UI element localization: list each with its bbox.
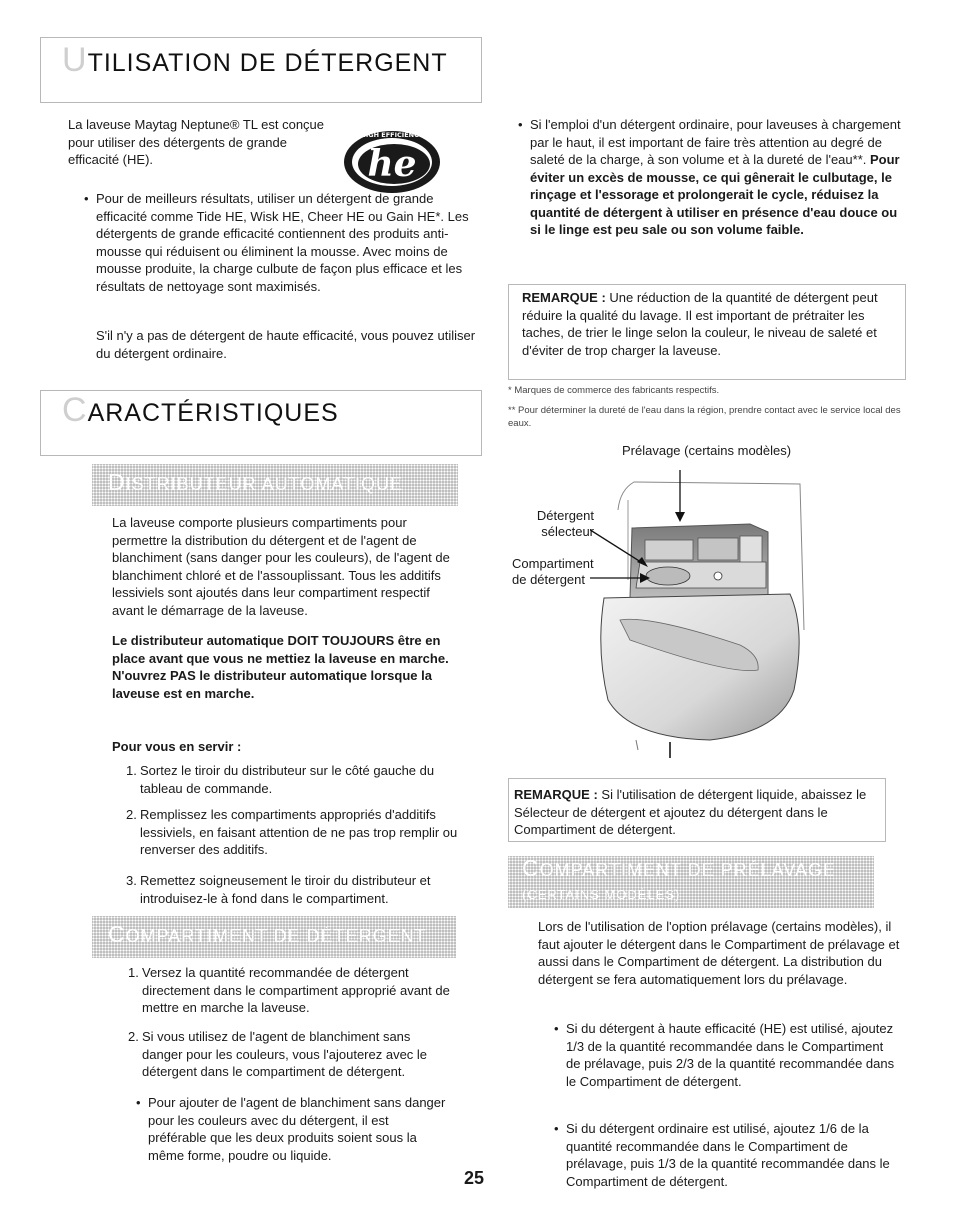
distributeur-para: La laveuse comporte plusieurs compartiments pour permettre la distribution du détergent et de l'agent de blanchiment (sans danger pour les couleurs), de l'agent de blanchiment chloré et de l'assouplissant. Tous les additifs lessiviels sont ajoutés dans leur compartiment respectif avant le démarrage de la laveuse. <box>112 515 450 618</box>
distributeur-heading <box>108 469 403 495</box>
bullet2-plain: Si l'emploi d'un détergent ordinaire, pour laveuses à chargement par le haut, il est important de faire très attention au degré de saleté de la charge, à son volume et à la dureté de l'eau**. <box>530 117 901 167</box>
heading-cap: D <box>108 469 126 495</box>
page-number: 25 <box>464 1168 485 1188</box>
dispenser-illustration <box>590 470 810 760</box>
prelavage-heading <box>522 855 837 881</box>
remarque1-text: Une réduction de la quantité de détergent peut réduire la qualité du lavage. Il est important de prétraiter les taches, de trier le linge selon la couleur, le niveau de saleté et d'éviter de trop charger la laveuse. <box>522 290 878 358</box>
title-drop-cap: U <box>62 41 88 79</box>
prelavage-bullet1: Si du détergent à haute efficacité (HE) est utilisé, ajoutez 1/3 de la quantité recommandée dans le Compartiment de prélavage, puis 2/3 de la quantité recommandée dans le Compartiment de détergent. <box>566 1021 895 1089</box>
heading-cap: C <box>522 855 540 881</box>
step-number: 3. <box>126 873 137 888</box>
selecteur-label-l1: Détergent <box>536 508 594 523</box>
title-drop-cap: C <box>62 391 88 429</box>
footnote2: ** Pour déterminer la dureté de l'eau dans la région, prendre contact avec le service local des eaux. <box>508 405 901 429</box>
compartiment-label <box>512 556 594 588</box>
step-number: 2. <box>128 1029 139 1044</box>
distributeur-step-2: Remplissez les compartiments appropriés d'additifs lessiviels, en faisant attention de ne pas trop remplir ou renverser des additifs. <box>140 807 458 857</box>
distributeur-step-3: Remettez soigneusement le tiroir du distributeur et introduisez-le à fond dans le compartiment. <box>140 873 431 906</box>
prelavage-heading-sub: (CERTAINS MODÈLES) <box>522 887 681 902</box>
prelavage-figure-label: Prélavage (certains modèles) <box>622 443 792 458</box>
utilisation-bullet2 <box>530 116 906 239</box>
heading-rest: OMPARTIMENT DE DÉTERGENT <box>125 926 427 946</box>
remarque2-text: Si l'utilisation de détergent liquide, abaissez le Sélecteur de détergent et ajoutez du détergent dans le Compartiment de détergent. <box>514 787 867 837</box>
bullet-marker: • <box>518 117 523 132</box>
utilisation-title <box>62 41 448 79</box>
remarque1-label: REMARQUE : <box>522 290 606 305</box>
remarque2-label: REMARQUE : <box>514 787 598 802</box>
bullet-marker: • <box>554 1021 559 1036</box>
compartiment-step-2: Si vous utilisez de l'agent de blanchiment sans danger pour les couleurs, vous l'ajouterez avec le détergent dans le compartiment de détergent. <box>142 1029 428 1079</box>
step-number: 1. <box>126 763 137 778</box>
he-logo <box>336 126 444 196</box>
compartiment-label-l1: Compartiment <box>512 556 594 571</box>
compartiment-label-l2: de détergent <box>512 572 586 587</box>
utilisation-para2: S'il n'y a pas de détergent de haute efficacité, vous pouvez utiliser du détergent ordinaire. <box>96 328 476 361</box>
heading-rest: ISTRIBUTEUR AUTOMATIQUE <box>125 474 403 494</box>
step-number: 2. <box>126 807 137 822</box>
compartiment-heading <box>108 921 427 947</box>
caracteristiques-title <box>62 391 339 429</box>
utilisation-bullet1: Pour de meilleurs résultats, utiliser un détergent de grande efficacité comme Tide HE, Wisk HE, Cheer HE ou Gain HE*. Les détergents de grande efficacité contiennent des produits anti-mousse qui réduisent ou éliminent la mousse. Avec moins de mousse produite, la charge culbute de façon plus efficace et les résultats de nettoyage sont maximisés. <box>96 191 469 294</box>
remarque1 <box>522 289 896 359</box>
he-logo-icon <box>336 126 444 196</box>
selecteur-label-l2: sélecteur <box>541 524 594 539</box>
compartiment-step-1: Versez la quantité recommandée de détergent directement dans le compartiment approprié avant de mettre en marche la laveuse. <box>142 965 450 1015</box>
compartiment-bullet: Pour ajouter de l'agent de blanchiment sans danger pour les couleurs avec du détergent, il est préférable que les deux produits soient sous la même forme, poudre ou liquide. <box>148 1095 446 1163</box>
pour-vous-en-servir: Pour vous en servir : <box>112 739 242 754</box>
distributeur-warning: Le distributeur automatique DOIT TOUJOURS être en place avant que vous ne mettiez la laveuse en marche. N'ouvrez PAS le distributeur automatique lorsque la laveuse est en marche. <box>112 633 449 701</box>
footnote1: * Marques de commerce des fabricants respectifs. <box>508 385 720 396</box>
heading-rest: OMPARTIMENT DE PRÉLAVAGE <box>539 860 837 880</box>
prelavage-bullet2: Si du détergent ordinaire est utilisé, ajoutez 1/6 de la quantité recommandée dans le Compartiment de prélavage, puis 1/3 de la quantité recommandée dans le Compartiment de détergent. <box>566 1121 890 1189</box>
utilisation-intro: La laveuse Maytag Neptune® TL est conçue pour utiliser des détergents de grande efficacité (HE). <box>68 117 325 167</box>
heading-cap: C <box>108 921 126 947</box>
bullet-marker: • <box>136 1095 141 1110</box>
title-text: TILISATION DE DÉTERGENT <box>87 49 448 77</box>
he-logo-text: he <box>367 143 417 185</box>
selecteur-label <box>524 508 594 540</box>
distributeur-step-1: Sortez le tiroir du distributeur sur le côté gauche du tableau de commande. <box>140 763 435 796</box>
step-number: 1. <box>128 965 139 980</box>
remarque2 <box>514 786 878 839</box>
he-logo-ring-text: HIGH EFFICIENCY <box>360 131 424 139</box>
title-text: ARACTÉRISTIQUES <box>87 399 339 427</box>
bullet2-bold: Pour éviter un excès de mousse, ce qui gênerait le culbutage, le rinçage et l'essorage et prolongerait le cycle, réduisez la quantité de détergent à utiliser en présence d'eau douce ou si le linge est peu sale ou son volume faible. <box>530 152 900 237</box>
bullet-marker: • <box>554 1121 559 1136</box>
bullet-marker: • <box>84 191 89 206</box>
prelavage-para: Lors de l'utilisation de l'option prélavage (certains modèles), il faut ajouter le détergent dans le Compartiment de prélavage et aussi dans le Compartiment de détergent. La distribution du détergent se fera automatiquement lors du prélavage. <box>538 919 900 987</box>
